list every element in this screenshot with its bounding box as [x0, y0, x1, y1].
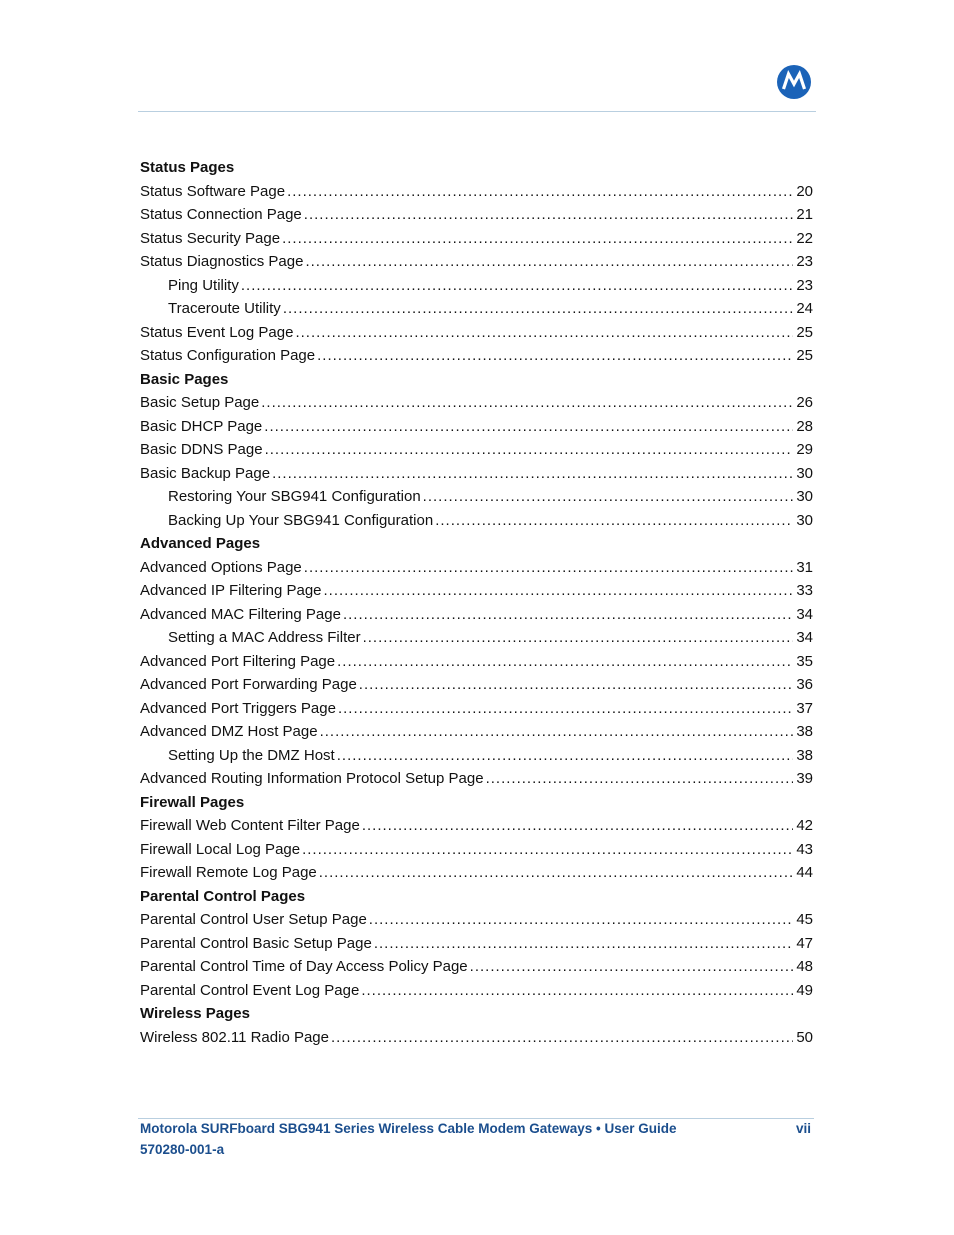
toc-entry-page: 35 — [796, 652, 813, 670]
dot-leader — [337, 744, 794, 768]
toc-entry-page: 30 — [796, 464, 813, 482]
toc-entry-page: 23 — [796, 253, 813, 270]
toc-entry-page: 34 — [796, 605, 813, 623]
toc-entry[interactable] — [140, 744, 813, 768]
toc-entry-title: Status Software Page — [140, 182, 286, 200]
toc-entry[interactable] — [140, 838, 813, 862]
dot-leader — [283, 297, 794, 321]
dot-leader — [423, 485, 794, 509]
dot-leader — [343, 603, 793, 627]
toc-entry-page: 21 — [796, 206, 813, 223]
toc-section-heading: Parental Control Pages — [140, 887, 306, 905]
toc-entry-title: Backing Up Your SBG941 Configuration — [168, 511, 434, 529]
toc-entry-page: 26 — [796, 394, 813, 411]
dot-leader — [363, 626, 794, 650]
toc-entry-page: 50 — [796, 1028, 813, 1046]
toc-entry-page: 49 — [796, 981, 813, 999]
toc-entry-title: Firewall Local Log Page — [140, 840, 301, 858]
toc-entry-title: Advanced Port Triggers Page — [140, 699, 336, 717]
toc-entry-page: 20 — [796, 182, 813, 200]
toc-entry[interactable] — [140, 932, 813, 956]
toc-section-heading: Basic Pages — [140, 370, 229, 388]
toc-entry[interactable] — [140, 697, 813, 721]
toc-entry[interactable] — [140, 509, 813, 533]
toc-entry-title: Status Event Log Page — [140, 323, 294, 341]
toc-entry-page: 38 — [796, 723, 813, 740]
toc-entry-title: Parental Control User Setup Page — [140, 911, 367, 928]
toc-section-heading: Wireless Pages — [140, 1005, 250, 1022]
toc-entry-title: Firewall Web Content Filter Page — [140, 817, 360, 834]
dot-leader — [261, 391, 793, 415]
toc-entry[interactable] — [140, 861, 813, 885]
toc-entry-page: 31 — [796, 558, 813, 576]
toc-section-heading: Status Pages — [140, 159, 235, 176]
toc-section-heading: Firewall Pages — [140, 793, 245, 811]
toc-entry-title: Setting Up the DMZ Host — [168, 746, 335, 764]
toc-entry[interactable] — [140, 650, 813, 674]
toc-entry-page: 33 — [796, 582, 813, 599]
toc-entry-title: Basic DDNS Page — [140, 441, 263, 458]
toc-entry-title: Basic Setup Page — [140, 394, 260, 411]
toc-entry-page: 25 — [796, 347, 813, 364]
toc-entry-page: 48 — [796, 958, 813, 975]
dot-leader — [265, 438, 794, 462]
toc-entry-page: 30 — [796, 511, 813, 529]
toc-entry[interactable] — [140, 180, 813, 204]
toc-entry[interactable] — [140, 391, 813, 415]
toc-entry-title: Traceroute Utility — [168, 300, 281, 317]
dot-leader — [361, 979, 793, 1003]
toc-entry-title: Advanced Options Page — [140, 558, 302, 576]
dot-leader — [362, 814, 793, 838]
toc-entry-page: 28 — [796, 417, 813, 435]
table-of-contents — [140, 156, 813, 1049]
toc-entry-title: Basic DHCP Page — [140, 417, 263, 435]
dot-leader — [304, 556, 794, 580]
toc-entry-page: 23 — [796, 276, 813, 294]
toc-entry[interactable] — [140, 438, 813, 462]
toc-entry-title: Status Security Page — [140, 229, 281, 247]
toc-entry-title: Advanced DMZ Host Page — [140, 723, 318, 740]
dot-leader — [324, 579, 794, 603]
toc-entry-title: Wireless 802.11 Radio Page — [140, 1028, 329, 1046]
toc-entry[interactable] — [140, 579, 813, 603]
dot-leader — [337, 650, 793, 674]
toc-entry[interactable] — [140, 767, 813, 791]
toc-entry-page: 43 — [796, 840, 813, 858]
toc-entry-page: 25 — [796, 323, 813, 341]
dot-leader — [338, 697, 793, 721]
toc-entry-title: Parental Control Time of Day Access Policy Page — [140, 958, 468, 975]
toc-entry-title: Setting a MAC Address Filter — [168, 629, 361, 646]
toc-entry-title: Restoring Your SBG941 Configuration — [168, 488, 421, 505]
dot-leader — [359, 673, 794, 697]
dot-leader — [470, 955, 794, 979]
dot-leader — [435, 509, 793, 533]
toc-entry-title: Status Connection Page — [140, 206, 302, 223]
toc-entry-page: 44 — [796, 864, 813, 881]
toc-entry-page: 38 — [796, 746, 813, 764]
toc-entry-page: 34 — [796, 629, 813, 646]
dot-leader — [304, 203, 794, 227]
footer-divider — [138, 1118, 814, 1119]
toc-entry[interactable] — [140, 250, 813, 274]
toc-entry[interactable] — [140, 203, 813, 227]
toc-entry[interactable] — [140, 321, 813, 345]
header-divider — [138, 111, 816, 112]
toc-entry-page: 45 — [796, 911, 813, 928]
dot-leader — [272, 462, 793, 486]
toc-entry-title: Firewall Remote Log Page — [140, 864, 317, 881]
dot-leader — [486, 767, 794, 791]
toc-entry[interactable] — [140, 297, 813, 321]
dot-leader — [305, 250, 793, 274]
toc-entry-page: 24 — [796, 300, 813, 317]
toc-entry[interactable] — [140, 344, 813, 368]
motorola-logo-icon — [777, 65, 811, 99]
toc-entry[interactable] — [140, 955, 813, 979]
toc-entry-page: 36 — [796, 676, 813, 693]
toc-entry-title: Status Configuration Page — [140, 347, 316, 364]
dot-leader — [369, 908, 794, 932]
toc-entry[interactable] — [140, 1026, 813, 1050]
dot-leader — [287, 180, 793, 204]
toc-entry-title: Advanced Port Forwarding Page — [140, 676, 357, 693]
toc-entry-title: Status Diagnostics Page — [140, 253, 304, 270]
toc-entry-title: Advanced Port Filtering Page — [140, 652, 336, 670]
toc-entry-title: Advanced IP Filtering Page — [140, 582, 322, 599]
toc-entry[interactable] — [140, 626, 813, 650]
dot-leader — [320, 720, 794, 744]
toc-entry[interactable] — [140, 603, 813, 627]
toc-entry[interactable] — [140, 462, 813, 486]
toc-entry[interactable] — [140, 274, 813, 298]
toc-entry-page: 30 — [796, 488, 813, 505]
toc-entry-title: Parental Control Basic Setup Page — [140, 934, 372, 952]
toc-entry[interactable] — [140, 814, 813, 838]
toc-section-heading: Advanced Pages — [140, 535, 261, 552]
toc-entry-title: Ping Utility — [168, 276, 239, 294]
dot-leader — [264, 415, 793, 439]
toc-entry-title: Advanced Routing Information Protocol Setup Page — [140, 770, 484, 787]
dot-leader — [331, 1026, 793, 1050]
dot-leader — [317, 344, 793, 368]
toc-entry-title: Parental Control Event Log Page — [140, 981, 360, 999]
toc-entry[interactable] — [140, 556, 813, 580]
toc-entry[interactable] — [140, 673, 813, 697]
toc-entry-page: 29 — [796, 441, 813, 458]
toc-entry[interactable] — [140, 908, 813, 932]
toc-entry[interactable] — [140, 485, 813, 509]
footer-title: Motorola SURFboard SBG941 Series Wireless Cable Modem Gateways • User Guide — [140, 1121, 677, 1136]
toc-entry[interactable] — [140, 227, 813, 251]
toc-entry[interactable] — [140, 415, 813, 439]
toc-entry-page: 22 — [796, 229, 813, 247]
dot-leader — [282, 227, 793, 251]
footer-page-number: vii — [795, 1121, 811, 1136]
dot-leader — [319, 861, 794, 885]
toc-entry-page: 37 — [796, 699, 813, 717]
toc-entry[interactable] — [140, 720, 813, 744]
toc-entry-page: 39 — [796, 770, 813, 787]
toc-entry-page: 42 — [796, 817, 813, 834]
dot-leader — [302, 838, 793, 862]
dot-leader — [241, 274, 793, 298]
dot-leader — [295, 321, 793, 345]
footer-doc-number: 570280-001-a — [140, 1142, 225, 1157]
toc-entry-title: Advanced MAC Filtering Page — [140, 605, 341, 623]
toc-entry-page: 47 — [796, 934, 813, 952]
toc-entry-title: Basic Backup Page — [140, 464, 271, 482]
dot-leader — [374, 932, 794, 956]
toc-entry[interactable] — [140, 979, 813, 1003]
